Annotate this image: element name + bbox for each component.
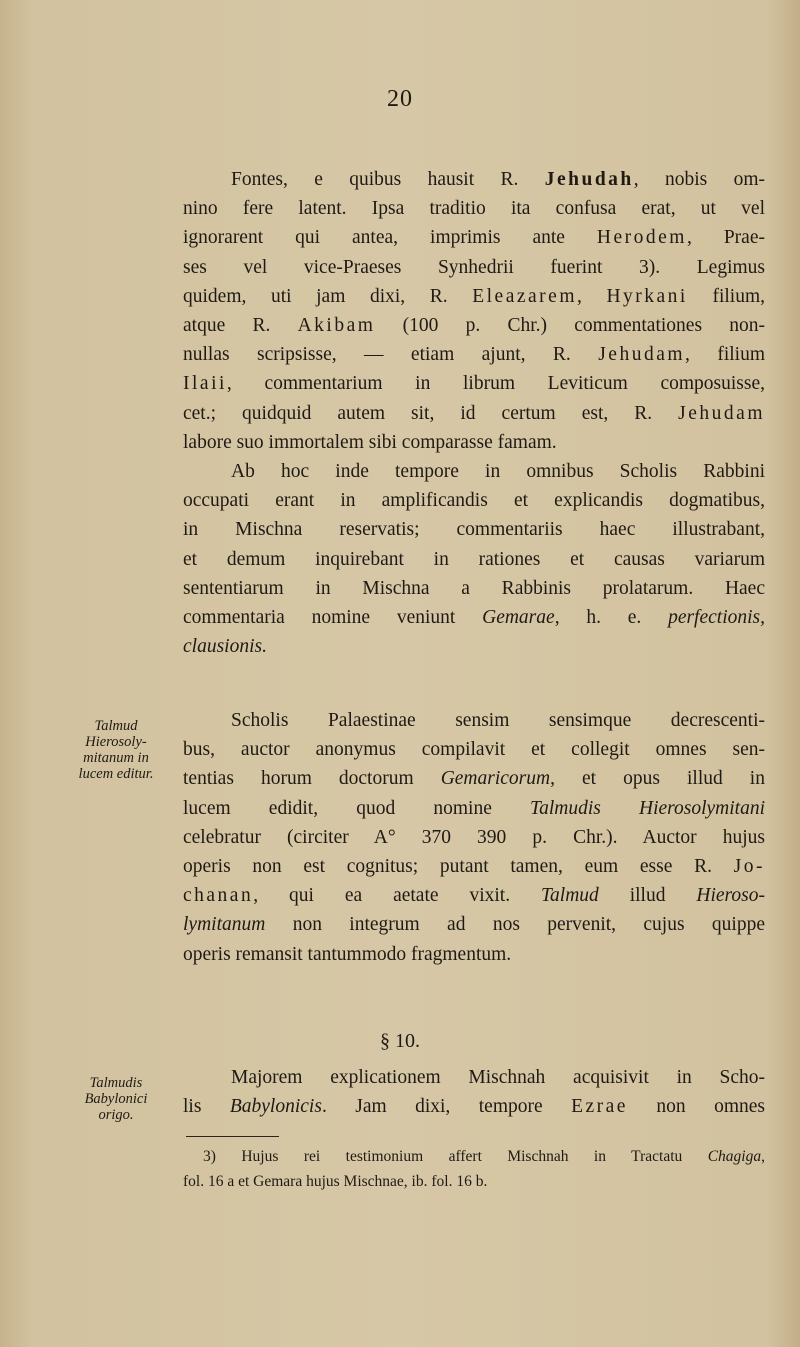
margin-note-line: Talmud [94,718,138,734]
text-line: clausionis. [183,636,267,658]
margin-note-talmud-hierosolymitanum [50,718,182,782]
text-line: quidem, uti jam dixi, R. Eleazarem, Hyrkani filium, [183,285,765,307]
text-line: Fontes, e quibus hausit R. Jehudah, nobis om- [231,169,765,190]
text-line: ignorarent qui antea, imprimis ante Herodem, Prae- [183,227,765,249]
footnote-line: fol. 16 a et Gemara hujus Mischnae, ib. fol. 16 b. [183,1173,488,1190]
text-line: chanan, qui ea aetate vixit. Talmud illud Hieroso- [183,885,765,907]
footnote [183,1144,765,1194]
paragraph-3 [183,706,765,969]
text-line: lymitanum non integrum ad nos pervenit, cujus quippe [183,914,765,936]
text-line: labore suo immortalem sibi comparasse famam. [183,431,557,453]
text-line: Ilaii, commentarium in librum Leviticum composuisse, [183,373,765,395]
margin-note-line: origo. [98,1107,134,1123]
text-line: Scholis Palaestinae sensim sensimque decrescenti- [231,710,765,731]
text-line: nullas scripsisse, — etiam ajunt, R. Jehudam, filium [183,344,765,366]
text-line: Majorem explicationem Mischnah acquisivit in Scho- [231,1067,765,1088]
paragraph-1 [183,165,765,457]
margin-note-line: mitanum in [83,750,149,766]
text-line: celebratur (circiter A° 370 390 p. Chr.). Auctor hujus [183,826,765,848]
margin-note-line: Babylonici [84,1091,148,1107]
text-line: bus, auctor anonymus compilavit et collegit omnes sen- [183,739,765,761]
text-line: operis remansit tantummodo fragmentum. [183,943,512,965]
text-line: in Mischna reservatis; commentariis haec illustrabant, [183,519,765,541]
margin-note-talmudis-babylonici [50,1075,182,1123]
text-line: sententiarum in Mischna a Rabbinis prolatarum. Haec [183,577,765,599]
margin-note-line: Hierosoly- [85,734,147,750]
footnote-line: 3) Hujus rei testimonium affert Mischnah in Tractatu Chagiga, [203,1148,765,1165]
footnote-rule [186,1136,279,1137]
page-number: 20 [387,86,413,112]
text-line: lucem edidit, quod nomine Talmudis Hierosolymitani [183,797,765,819]
text-line: cet.; quidquid autem sit, id certum est, R. Jehudam [183,402,765,424]
text-line: nino fere latent. Ipsa traditio ita confusa erat, ut vel [183,198,765,220]
paragraph-4 [183,1063,765,1121]
text-line: operis non est cognitus; putant tamen, eum esse R. Jo- [183,855,765,877]
text-line: tentias horum doctorum Gemaricorum, et opus illud in [183,768,765,790]
text-line: commentaria nomine veniunt Gemarae, h. e. perfectionis, [183,606,765,628]
text-line: lis Babylonicis. Jam dixi, tempore Ezrae non omnes [183,1096,765,1118]
text-line: Ab hoc inde tempore in omnibus Scholis Rabbini [231,461,765,482]
text-line: ses vel vice-Praeses Synhedrii fuerint 3). Legimus [183,256,765,278]
text-line: atque R. Akibam (100 p. Chr.) commentationes non- [183,314,765,336]
paragraph-2 [183,457,765,661]
section-heading: § 10. [380,1030,420,1052]
margin-note-line: Talmudis [89,1075,143,1091]
text-line: occupati erant in amplificandis et explicandis dogmatibus, [183,490,765,512]
margin-note-line: lucem editur. [78,766,154,782]
text-line: et demum inquirebant in rationes et causas variarum [183,548,765,570]
